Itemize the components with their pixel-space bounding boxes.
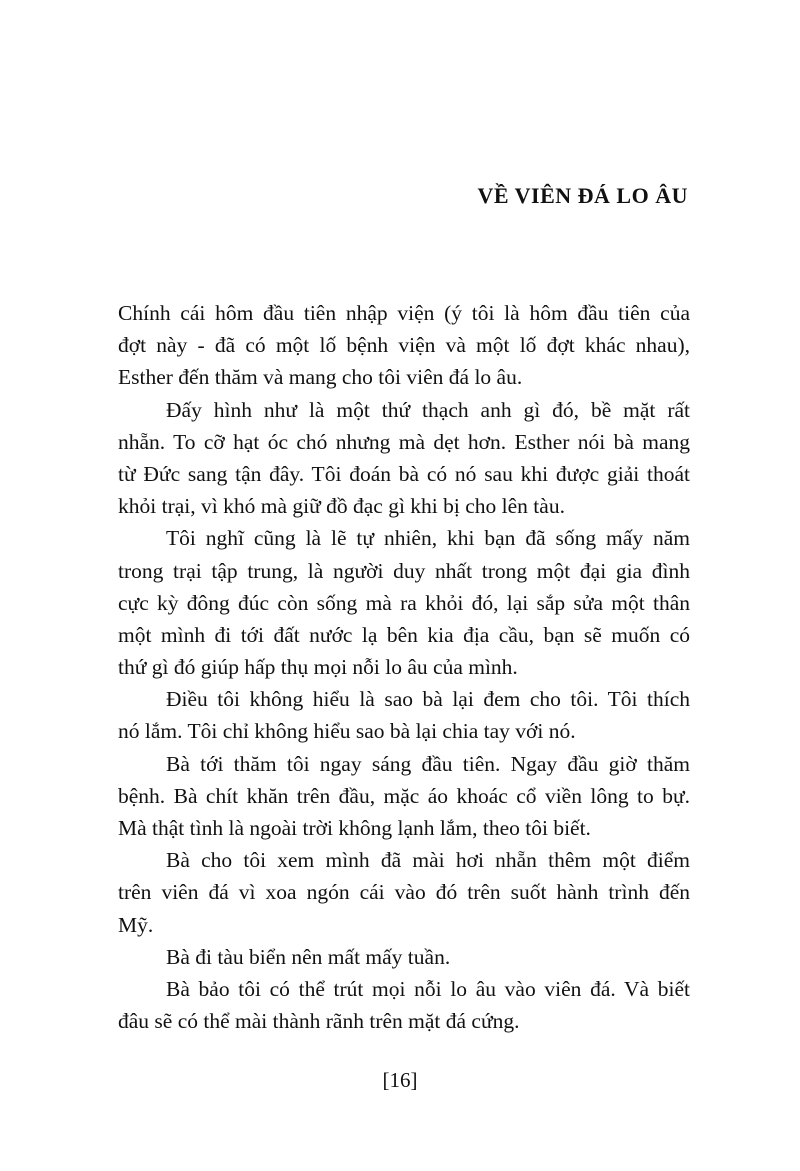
text-line: trên viên đá vì xoa ngón cái vào đó trên suốt hành trình đến [118, 880, 690, 905]
text-line: Đấy hình như là một thứ thạch anh gì đó, bề mặt rất [166, 397, 690, 422]
text-line: nó lắm. Tôi chỉ không hiểu sao bà lại chia tay với nó. [118, 719, 576, 744]
text-line: từ Đức sang tận đây. Tôi đoán bà có nó sau khi được giải thoát [118, 461, 690, 486]
text-line: Bà tới thăm tôi ngay sáng đầu tiên. Ngay đầu giờ thăm [166, 751, 690, 776]
text-line: cực kỳ đông đúc còn sống mà ra khỏi đó, lại sắp sửa một thân [118, 590, 690, 615]
text-line: Bà đi tàu biển nên mất mấy tuần. [166, 944, 451, 969]
text-line: Chính cái hôm đầu tiên nhập viện (ý tôi là hôm đầu tiên của [118, 301, 690, 325]
page-number: [16] [382, 1068, 418, 1092]
text-line: Mỹ. [118, 912, 154, 937]
text-line: Điều tôi không hiểu là sao bà lại đem cho tôi. Tôi thích [166, 687, 690, 712]
text-line: thứ gì đó giúp hấp thụ mọi nỗi lo âu của mình. [118, 655, 518, 680]
text-line: nhẵn. To cỡ hạt óc chó nhưng mà dẹt hơn. Esther nói bà mang [118, 429, 690, 454]
text-line: đâu sẽ có thể mài thành rãnh trên mặt đá cứng. [118, 1009, 520, 1034]
text-line: bệnh. Bà chít khăn trên đầu, mặc áo khoác cổ viền lông to bự. [118, 783, 690, 808]
text-line: khỏi trại, vì khó mà giữ đồ đạc gì khi bị cho lên tàu. [118, 494, 565, 519]
chapter-title: VỀ VIÊN ĐÁ LO ÂU [477, 183, 688, 208]
text-line: Esther đến thăm và mang cho tôi viên đá lo âu. [118, 365, 523, 390]
text-line: một mình đi tới đất nước lạ bên kia địa cầu, bạn sẽ muốn có [118, 622, 690, 647]
text-line: Tôi nghĩ cũng là lẽ tự nhiên, khi bạn đã sống mấy năm [166, 526, 690, 551]
text-line: Bà cho tôi xem mình đã mài hơi nhẵn thêm một điểm [166, 848, 690, 873]
body-text [118, 297, 690, 1037]
text-line: đợt này - đã có một lố bệnh viện và một lố đợt khác nhau), [118, 333, 690, 358]
text-line: trong trại tập trung, là người duy nhất trong một đại gia đình [118, 558, 690, 583]
text-line: Mà thật tình là ngoài trời không lạnh lắm, theo tôi biết. [118, 816, 591, 840]
text-line: Bà bảo tôi có thể trút mọi nỗi lo âu vào viên đá. Và biết [166, 976, 690, 1001]
